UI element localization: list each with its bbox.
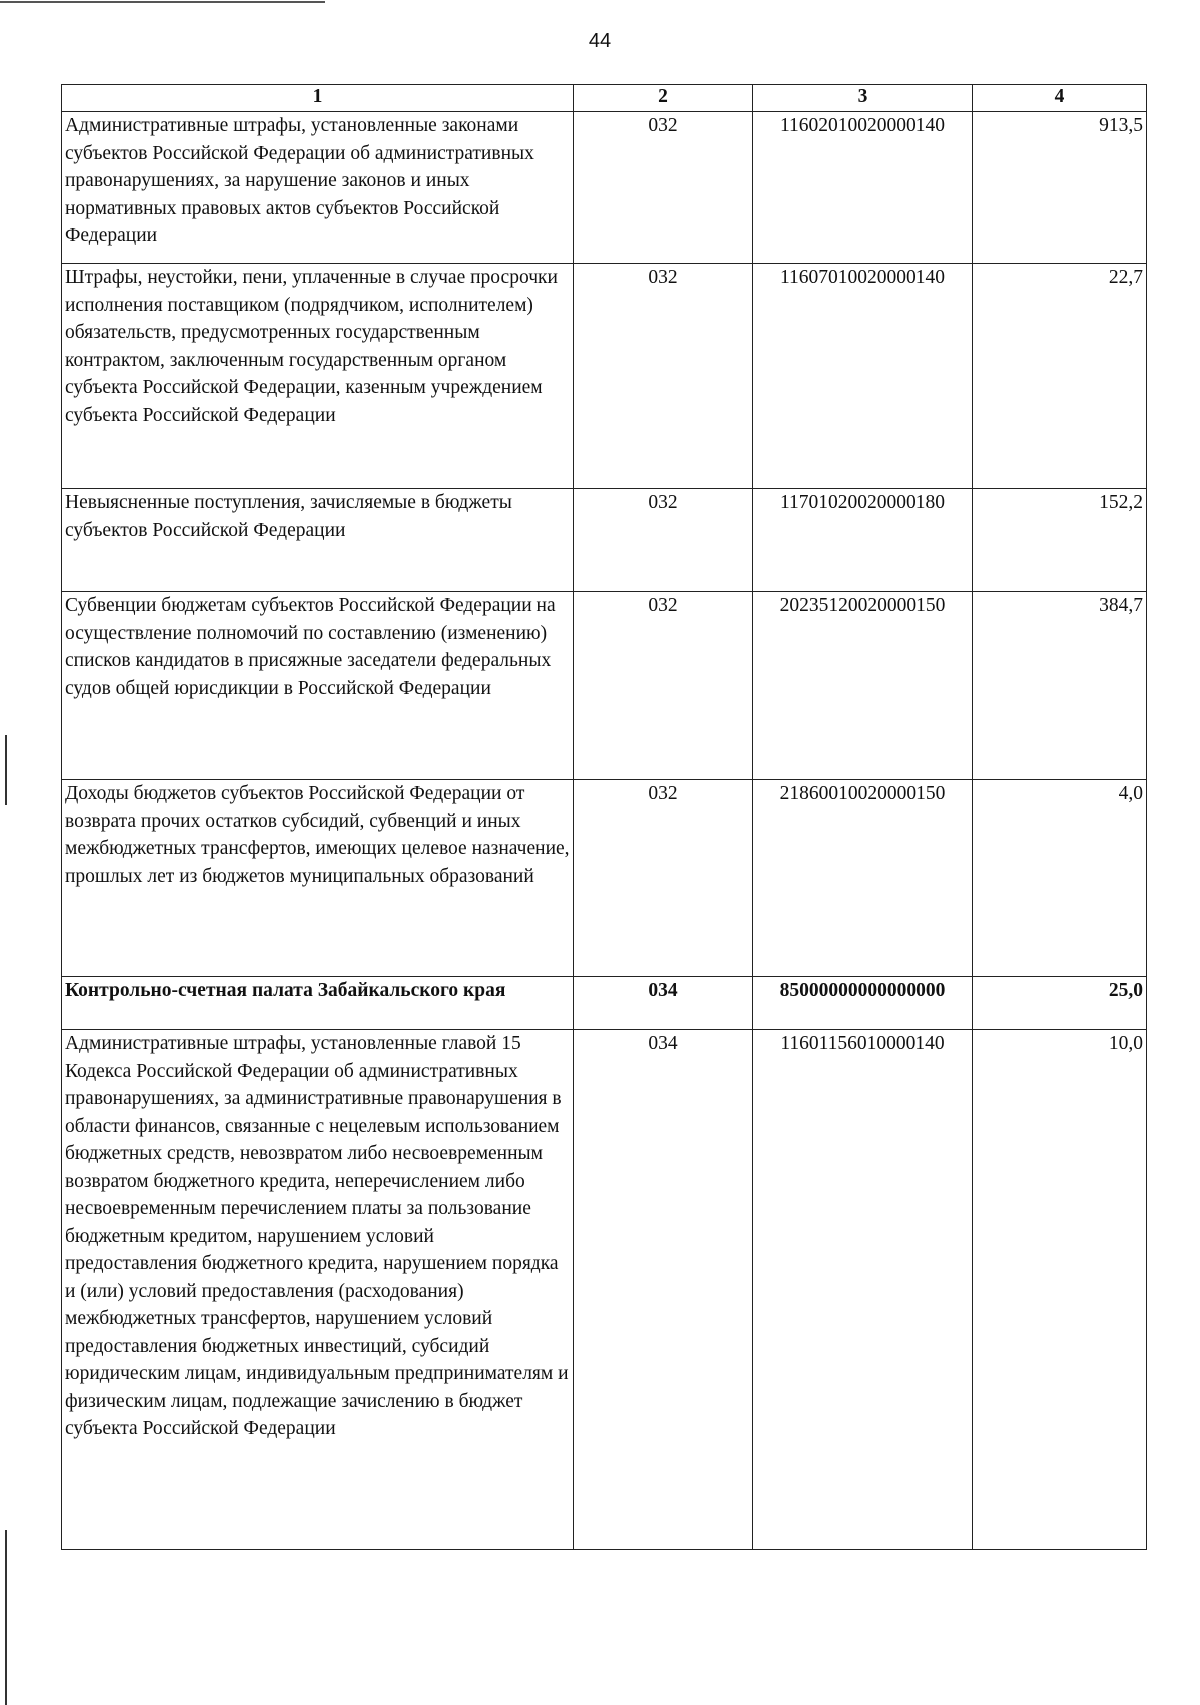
revenue-table [61,84,1147,1550]
administrator-code: 032 [574,264,753,489]
budget-classification-code: 85000000000000000 [753,977,973,1030]
amount: 22,7 [973,264,1147,489]
income-name: Доходы бюджетов субъектов Российской Федерации от возврата прочих остатков субсидий, субвенций и иных межбюджетных трансфертов, имеющих целевое назначение, прошлых лет из бюджетов муниципальных образований [62,780,574,977]
amount: 4,0 [973,780,1147,977]
administrator-code: 032 [574,489,753,592]
scan-margin-mark [5,1530,7,1705]
scan-margin-mark [5,735,7,805]
budget-classification-code: 11701020020000180 [753,489,973,592]
page-number: 44 [588,30,612,52]
header-row [62,85,1147,112]
table-row [62,780,1147,977]
column-header-4: 4 [973,85,1147,112]
column-header-2: 2 [574,85,753,112]
table-row [62,1030,1147,1550]
administrator-code: 034 [574,1030,753,1550]
table-row-section [62,977,1147,1030]
budget-classification-code: 11602010020000140 [753,112,973,264]
table-row [62,489,1147,592]
budget-classification-code: 21860010020000150 [753,780,973,977]
income-name: Административные штрафы, установленные законами субъектов Российской Федерации об административных правонарушениях, за нарушение законов и иных нормативных правовых актов субъектов Российской Федерации [62,112,574,264]
administrator-code: 034 [574,977,753,1030]
administrator-code: 032 [574,592,753,780]
budget-classification-code: 11601156010000140 [753,1030,973,1550]
amount: 913,5 [973,112,1147,264]
administrator-code: 032 [574,112,753,264]
income-name: Субвенции бюджетам субъектов Российской Федерации на осуществление полномочий по составлению (изменению) списков кандидатов в присяжные заседатели федеральных судов общей юрисдикции в Российской Федерации [62,592,574,780]
income-name: Штрафы, неустойки, пени, уплаченные в случае просрочки исполнения поставщиком (подрядчиком, исполнителем) обязательств, предусмотренных государственным контрактом, заключенным государственным органом субъекта Российской Федерации, казенным учреждением субъекта Российской Федерации [62,264,574,489]
income-name: Невыясненные поступления, зачисляемые в бюджеты субъектов Российской Федерации [62,489,574,592]
administrator-code: 032 [574,780,753,977]
income-name: Контрольно-счетная палата Забайкальского края [62,977,574,1030]
budget-classification-code: 20235120020000150 [753,592,973,780]
amount: 10,0 [973,1030,1147,1550]
scan-edge-line [0,1,325,3]
table-row [62,592,1147,780]
amount: 25,0 [973,977,1147,1030]
amount: 384,7 [973,592,1147,780]
budget-classification-code: 11607010020000140 [753,264,973,489]
column-header-3: 3 [753,85,973,112]
column-header-1: 1 [62,85,574,112]
table-row [62,112,1147,264]
income-name: Административные штрафы, установленные главой 15 Кодекса Российской Федерации об административных правонарушениях, за административные правонарушения в области финансов, связанные с нецелевым использованием бюджетных средств, невозвратом либо несвоевременным возвратом бюджетного кредита, неперечислением либо несвоевременным перечислением платы за пользование бюджетным кредитом, нарушением условий предоставления бюджетного кредита, нарушением порядка и (или) условий предоставления (расходования) межбюджетных трансфертов, нарушением условий предоставления бюджетных инвестиций, субсидий юридическим лицам, индивидуальным предпринимателям и физическим лицам, подлежащие зачислению в бюджет субъекта Российской Федерации [62,1030,574,1550]
table-row [62,264,1147,489]
amount: 152,2 [973,489,1147,592]
